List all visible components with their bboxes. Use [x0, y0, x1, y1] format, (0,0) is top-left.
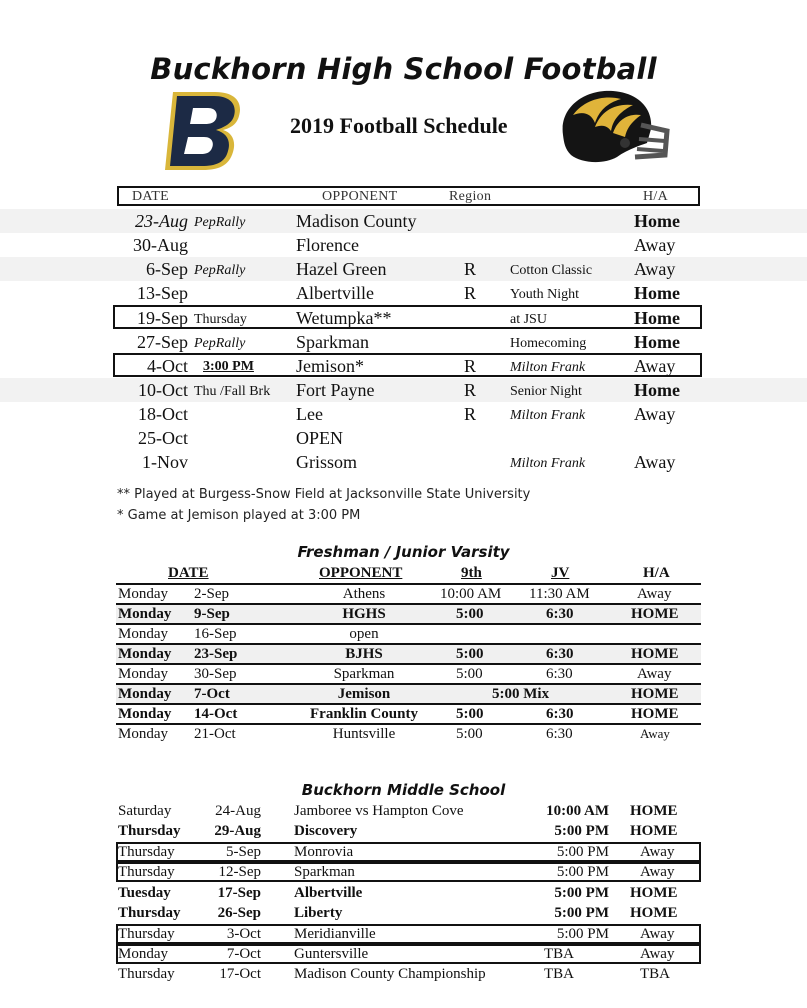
ms-row	[116, 964, 701, 984]
jv-jv-time: 6:30	[546, 706, 574, 722]
game-ha: Home	[634, 211, 680, 231]
ms-row	[116, 821, 701, 841]
footnote-wetumpka: ** Played at Burgess-Snow Field at Jacksonville State University	[117, 487, 531, 502]
ms-row-away	[116, 842, 701, 862]
varsity-row	[0, 426, 807, 450]
game-event: Homecoming	[510, 336, 587, 351]
ms-date: 3-Oct	[226, 926, 261, 942]
jv-day: Monday	[118, 686, 172, 702]
ms-opponent: Sparkman	[294, 864, 355, 880]
jv-jv-time: 11:30 AM	[529, 586, 590, 602]
jv-jv-time: 6:30	[546, 646, 574, 662]
game-date: 30-Aug	[133, 235, 188, 255]
jv-opponent: Huntsville	[332, 726, 396, 742]
jv-day: Monday	[118, 586, 168, 602]
jv-opponent: BJHS	[345, 646, 383, 662]
jv-ninth-time: 5:00	[456, 606, 484, 622]
varsity-row	[0, 281, 807, 305]
jv-day: Monday	[118, 666, 168, 682]
game-opponent: Florence	[296, 235, 359, 255]
jv-ha: HOME	[631, 646, 679, 662]
ms-time: 5:00 PM	[554, 823, 609, 839]
game-region: R	[464, 356, 477, 376]
game-opponent: Lee	[296, 404, 323, 424]
game-ha: Away	[634, 452, 676, 472]
varsity-col-region: Region	[449, 189, 492, 204]
jv-date: 23-Sep	[194, 646, 238, 662]
ms-row-away	[116, 924, 701, 944]
game-region: R	[464, 283, 477, 303]
game-date: 1-Nov	[142, 452, 188, 472]
varsity-col-opponent: OPPONENT	[322, 189, 398, 204]
game-ha: Away	[634, 259, 676, 279]
ms-opponent: Meridianville	[294, 926, 376, 942]
ms-ha: Away	[640, 844, 675, 860]
game-opponent: Albertville	[296, 283, 374, 303]
jv-row	[116, 605, 701, 625]
varsity-row	[0, 378, 807, 402]
game-note: PepRally	[194, 336, 246, 351]
ms-opponent: Guntersville	[294, 946, 369, 962]
ms-row	[116, 801, 701, 821]
ms-day: Thursday	[118, 966, 175, 982]
ms-opponent: Liberty	[294, 905, 343, 921]
ms-day: Thursday	[118, 864, 175, 880]
jv-opponent: Jemison	[337, 686, 391, 702]
jv-mix-time: 5:00 Mix	[492, 686, 550, 702]
game-event: Youth Night	[510, 287, 579, 302]
jv-opponent: Franklin County	[310, 706, 418, 722]
jv-ha: Away	[637, 586, 672, 602]
ms-ha: Away	[640, 926, 675, 942]
varsity-row	[0, 209, 807, 233]
game-note: 3:00 PM	[203, 359, 254, 374]
middle-school-section-title: Buckhorn Middle School	[301, 781, 506, 799]
jv-jv-time: 6:30	[546, 726, 573, 742]
ms-ha: HOME	[630, 823, 678, 839]
ms-date: 12-Sep	[218, 864, 261, 880]
jv-opponent: open	[349, 626, 379, 642]
ms-date: 17-Oct	[219, 966, 261, 982]
jv-date: 2-Sep	[194, 586, 229, 602]
jv-col-ha: H/A	[643, 565, 670, 581]
game-event: Milton Frank	[510, 408, 586, 423]
jv-day: Monday	[118, 646, 172, 662]
game-event: Senior Night	[510, 384, 582, 399]
jv-opponent: Athens	[342, 586, 386, 602]
game-region: R	[464, 259, 477, 279]
jv-date: 30-Sep	[194, 666, 237, 682]
jv-col-jv: JV	[551, 565, 570, 581]
ms-ha: Away	[640, 946, 675, 962]
jv-ninth-time: 5:00	[456, 646, 484, 662]
game-opponent: Grissom	[296, 452, 358, 472]
ms-opponent: Madison County Championship	[294, 966, 486, 982]
varsity-row	[0, 450, 807, 474]
ms-day: Thursday	[118, 823, 181, 839]
ms-day: Tuesday	[118, 885, 171, 901]
ms-ha: HOME	[630, 885, 678, 901]
jv-day: Monday	[118, 726, 168, 742]
game-date: 25-Oct	[138, 428, 188, 448]
game-region: R	[464, 404, 477, 424]
jv-row	[116, 645, 701, 665]
varsity-row	[0, 257, 807, 281]
game-opponent: Sparkman	[296, 332, 369, 352]
jv-ninth-time: 10:00 AM	[440, 586, 502, 602]
ms-ha: Away	[640, 864, 675, 880]
jv-jv-time: 6:30	[546, 606, 574, 622]
ms-row-away	[116, 944, 701, 964]
ms-opponent: Jamboree vs Hampton Cove	[294, 803, 464, 819]
ms-time: 5:00 PM	[556, 844, 609, 860]
game-opponent: Jemison*	[296, 356, 365, 376]
ms-time: 5:00 PM	[556, 926, 609, 942]
varsity-header-bar	[117, 186, 700, 206]
ms-row-away	[116, 862, 701, 882]
game-ha: Home	[634, 380, 680, 400]
jv-date: 14-Oct	[194, 706, 238, 722]
jv-ha: Away	[637, 666, 672, 682]
game-ha: Home	[634, 283, 680, 303]
ms-day: Monday	[118, 946, 168, 962]
ms-ha: TBA	[640, 966, 670, 982]
jv-day: Monday	[118, 706, 172, 722]
jv-date: 21-Oct	[194, 726, 236, 742]
game-date: 10-Oct	[138, 380, 188, 400]
football-helmet-icon	[555, 85, 673, 171]
varsity-row-highlighted	[0, 354, 807, 378]
game-date: 13-Sep	[137, 283, 188, 303]
game-event: Milton Frank	[510, 360, 586, 375]
varsity-row	[0, 233, 807, 257]
jv-ha: Away	[640, 726, 670, 741]
ms-day: Thursday	[118, 905, 181, 921]
jv-row	[116, 665, 701, 685]
jv-jv-time: 6:30	[546, 666, 573, 682]
jv-col-opponent: OPPONENT	[319, 565, 403, 581]
game-opponent: Fort Payne	[296, 380, 375, 400]
varsity-col-ha: H/A	[643, 189, 669, 204]
jv-opponent: HGHS	[342, 606, 386, 622]
jv-row	[116, 585, 701, 605]
game-date: 19-Sep	[137, 308, 188, 328]
jv-col-ninth: 9th	[461, 565, 482, 581]
game-ha: Away	[634, 404, 676, 424]
game-date: 18-Oct	[138, 404, 188, 424]
jv-day: Monday	[118, 606, 172, 622]
ms-time: TBA	[544, 966, 574, 982]
jv-date: 9-Sep	[194, 606, 230, 622]
jv-row	[116, 705, 701, 725]
jv-date: 16-Sep	[194, 626, 237, 642]
ms-date: 5-Sep	[226, 844, 261, 860]
jv-section-title: Freshman / Junior Varsity	[297, 543, 510, 561]
game-opponent: OPEN	[296, 428, 344, 448]
ms-opponent: Monrovia	[294, 844, 354, 860]
game-note: Thursday	[194, 312, 247, 327]
jv-ha: HOME	[631, 606, 679, 622]
game-event: at JSU	[510, 312, 547, 327]
game-note: PepRally	[194, 263, 246, 278]
schedule-title: 2019 Football Schedule	[290, 113, 508, 138]
ms-time: 5:00 PM	[554, 885, 609, 901]
jv-row	[116, 625, 701, 645]
ms-date: 29-Aug	[214, 823, 261, 839]
jv-ha: HOME	[631, 706, 679, 722]
footnote-jemison: * Game at Jemison played at 3:00 PM	[117, 508, 361, 523]
ms-ha: HOME	[630, 803, 678, 819]
jv-row	[116, 685, 701, 705]
game-ha: Away	[634, 356, 676, 376]
game-opponent: Wetumpka**	[296, 308, 392, 328]
game-date: 6-Sep	[146, 259, 188, 279]
game-opponent: Hazel Green	[296, 259, 387, 279]
varsity-row	[0, 402, 807, 426]
varsity-row	[0, 330, 807, 354]
game-region: R	[464, 380, 477, 400]
ms-time: 5:00 PM	[554, 905, 609, 921]
varsity-row-highlighted	[0, 306, 807, 330]
game-event: Cotton Classic	[510, 263, 593, 278]
ms-ha: HOME	[630, 905, 678, 921]
jv-ninth-time: 5:00	[456, 706, 484, 722]
game-note: Thu /Fall Brk	[194, 384, 271, 399]
jv-date: 7-Oct	[194, 686, 230, 702]
ms-day: Thursday	[118, 844, 175, 860]
school-logo-b	[163, 88, 245, 172]
ms-time: TBA	[544, 946, 574, 962]
ms-date: 26-Sep	[217, 905, 261, 921]
ms-opponent: Albertville	[294, 885, 363, 901]
ms-date: 7-Oct	[226, 946, 261, 962]
jv-day: Monday	[118, 626, 168, 642]
game-note: PepRally	[194, 215, 246, 230]
game-date: 4-Oct	[147, 356, 188, 376]
ms-row	[116, 883, 701, 903]
ms-opponent: Discovery	[294, 823, 358, 839]
jv-opponent: Sparkman	[333, 666, 395, 682]
game-ha: Home	[634, 308, 680, 328]
jv-ha: HOME	[631, 686, 679, 702]
jv-col-date: DATE	[168, 565, 209, 581]
game-opponent: Madison County	[296, 211, 417, 231]
ms-row	[116, 903, 701, 923]
ms-time: 10:00 AM	[546, 803, 609, 819]
ms-time: 5:00 PM	[556, 864, 609, 880]
ms-day: Thursday	[118, 926, 175, 942]
ms-date: 17-Sep	[217, 885, 261, 901]
page-title: Buckhorn High School Football	[150, 52, 657, 86]
game-date: 27-Sep	[137, 332, 188, 352]
jv-ninth-time: 5:00	[456, 726, 483, 742]
varsity-col-date: DATE	[132, 189, 169, 204]
game-event: Milton Frank	[510, 456, 586, 471]
jv-ninth-time: 5:00	[456, 666, 483, 682]
ms-day: Saturday	[118, 803, 172, 819]
game-date: 23-Aug	[135, 211, 188, 231]
jv-row	[116, 725, 701, 745]
game-ha: Home	[634, 332, 680, 352]
game-ha: Away	[634, 235, 676, 255]
ms-date: 24-Aug	[215, 803, 261, 819]
